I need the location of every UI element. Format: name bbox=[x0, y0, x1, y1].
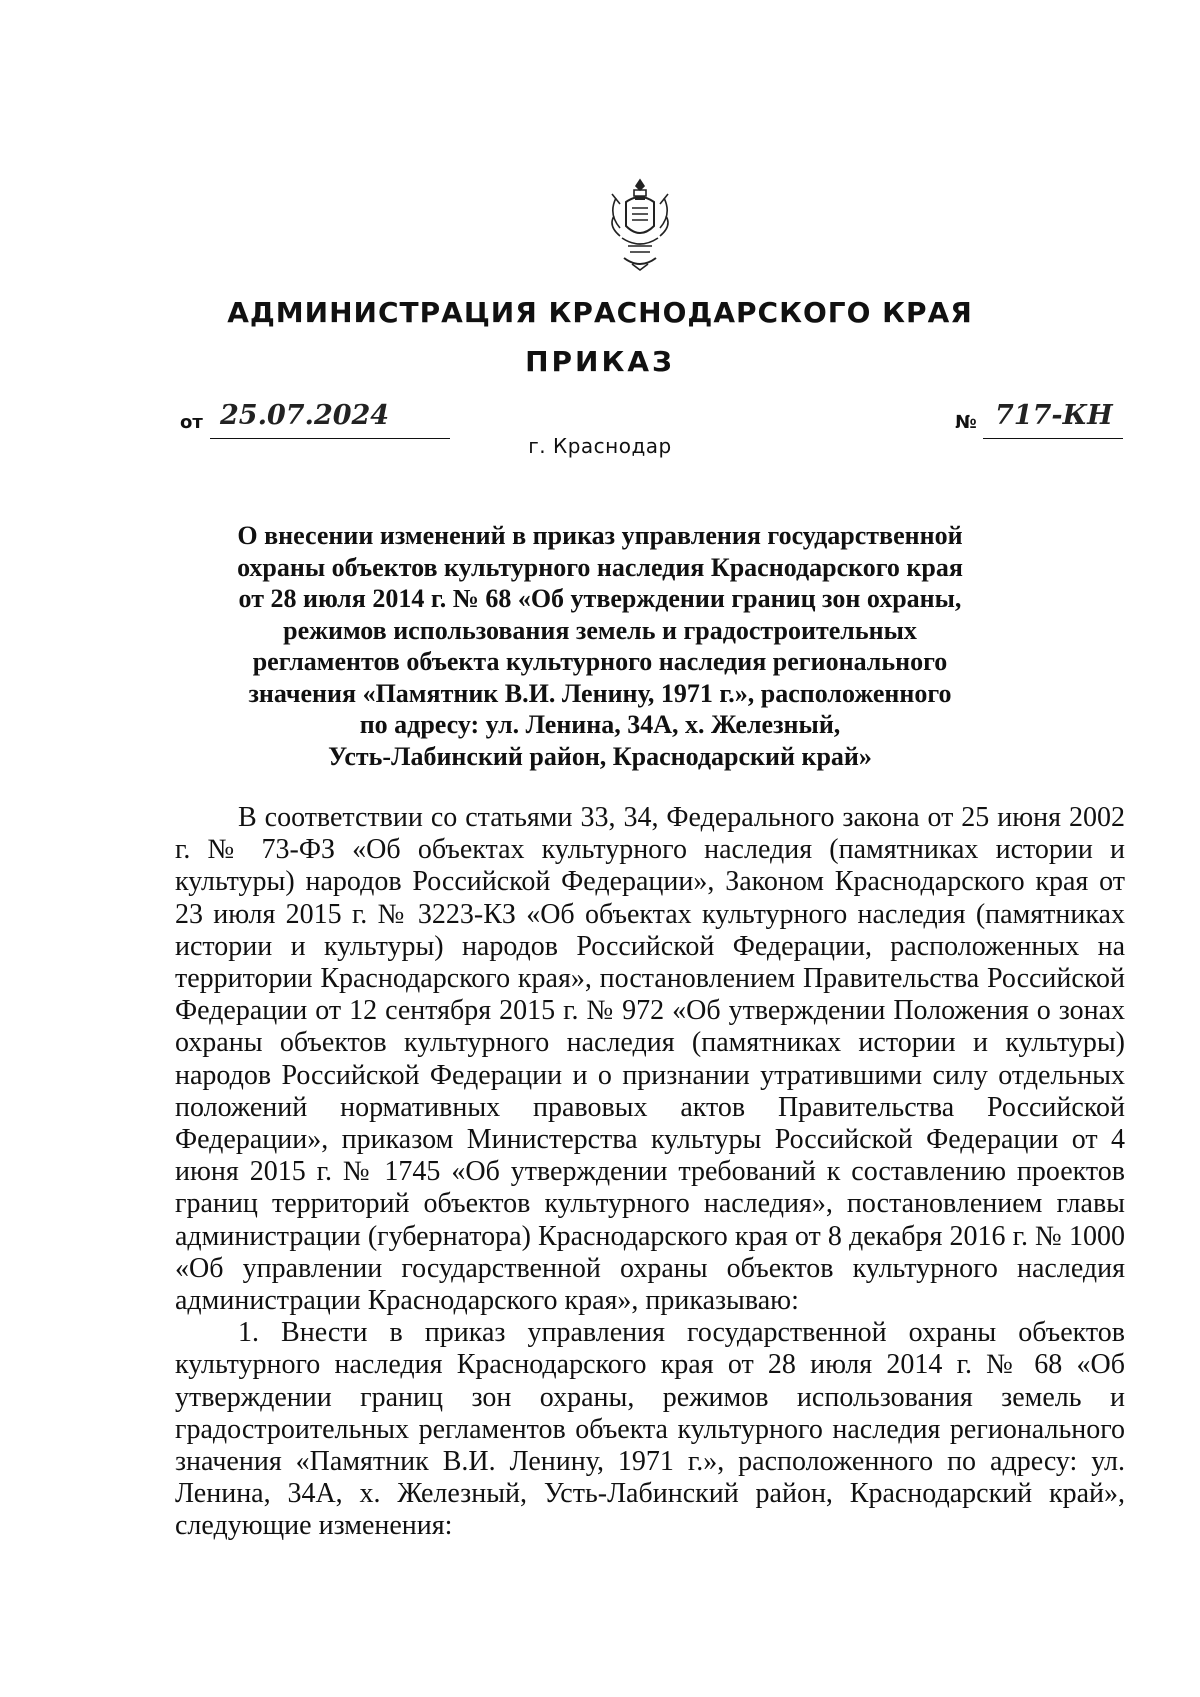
title-line: режимов использования земель и градостроительных bbox=[283, 615, 917, 645]
title-line: регламентов объекта культурного наследия регионального bbox=[252, 647, 948, 676]
title-line: охраны объектов культурного наследия Краснодарского края bbox=[237, 552, 963, 582]
city: г. Краснодар bbox=[528, 434, 672, 458]
item-1-paragraph: 1. Внести в приказ управления государственной охраны объектов культурного наследия Краснодарского края от 28 июля 2014 г. № 68 «Об утверждении границ зон охраны, режимов использования земель и градостроительных регламентов объекта культурного наследия регионального значения «Памятник В.И. Ленину, 1971 г.», расположенного по адресу: ул. Ленина, 34А, х. Железный, Усть-Лабинский район, Краснодарский край», следующие изменения: bbox=[175, 1317, 1125, 1542]
title-line: Усть-Лабинский район, Краснодарский край» bbox=[328, 741, 872, 771]
document-title bbox=[230, 520, 970, 772]
handwritten-number: 717-КН bbox=[995, 400, 1113, 431]
document-type: ПРИКАЗ bbox=[525, 345, 675, 378]
date-prefix: от bbox=[180, 412, 203, 433]
title-line: О внесении изменений в приказ управления государственной bbox=[237, 521, 963, 550]
document-body bbox=[175, 802, 1125, 1543]
coat-of-arms-icon bbox=[604, 176, 676, 272]
title-line: значения «Памятник В.И. Ленину, 1971 г.», расположенного bbox=[248, 678, 952, 708]
organization-name: АДМИНИСТРАЦИЯ КРАСНОДАРСКОГО КРАЯ bbox=[227, 296, 973, 329]
handwritten-date: 25.07.2024 bbox=[220, 400, 390, 431]
title-line: по адресу: ул. Ленина, 34А, х. Железный, bbox=[359, 710, 841, 739]
title-line: от 28 июля 2014 г. № 68 «Об утверждении границ зон охраны, bbox=[238, 584, 962, 613]
preamble-paragraph: В соответствии со статьями 33, 34, Федерального закона от 25 июня 2002 г. № 73-ФЗ «Об объектах культурного наследия (памятниках истории и культуры) народов Российской Федерации», Законом Краснодарского края от 23 июля 2015 г. № 3223-КЗ «Об объектах культурного наследия (памятниках истории и культуры) народов Российской Федерации, расположенных на территории Краснодарского края», постановлением Правительства Российской Федерации от 12 сентября 2015 г. № 972 «Об утверждении Положения о зонах охраны объектов культурного наследия (памятниках истории и культуры) народов Российской Федерации и о признании утратившими силу отдельных положений нормативных правовых актов Правительства Российской Федерации», приказом Министерства культуры Российской Федерации от 4 июня 2015 г. № 1745 «Об утверждении требований к составлению проектов границ территорий объектов культурного наследия», постановлением главы администрации (губернатора) Краснодарского края от 8 декабря 2016 г. № 1000 «Об управлении государственной охраны объектов культурного наследия администрации Краснодарского края», приказываю: bbox=[175, 802, 1125, 1317]
number-prefix: № bbox=[955, 412, 977, 433]
